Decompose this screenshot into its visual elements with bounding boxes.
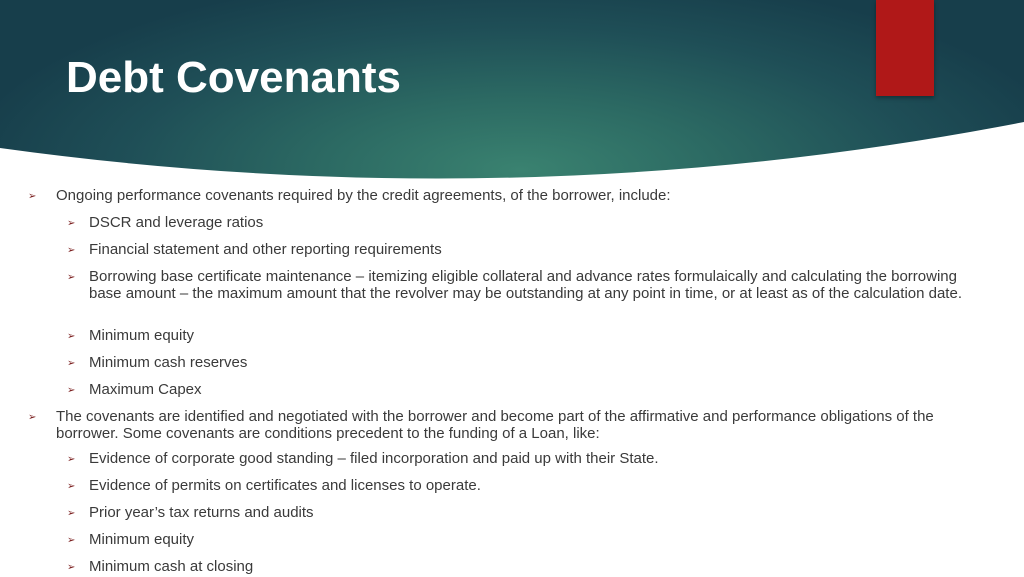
slide-title: Debt Covenants — [66, 53, 401, 102]
arrowhead-bullet-icon: ➢ — [67, 454, 76, 465]
arrowhead-bullet-icon: ➢ — [67, 331, 76, 342]
arrowhead-bullet-icon: ➢ — [67, 535, 76, 546]
arrowhead-bullet-icon: ➢ — [28, 191, 37, 202]
sub-bullet-item: ➢ Borrowing base certificate maintenance – itemizing eligible collateral and advance rates formulaically and calculating the borrowing base amount – the maximum amount that the revolver may be outstanding at any point in time, or at least as of the calculation date. — [67, 268, 962, 302]
arrowhead-bullet-icon: ➢ — [67, 358, 76, 369]
bullet-item: ➢ The covenants are identified and negotiated with the borrower and become part of the affirmative and performance obligations of the borrower. Some covenants are conditions precedent to the funding of a Loan, like: — [28, 408, 934, 442]
sub-bullet-item: ➢ DSCR and leverage ratios — [67, 214, 264, 231]
arrowhead-bullet-icon: ➢ — [67, 481, 76, 492]
arrowhead-bullet-icon: ➢ — [67, 508, 76, 519]
sub-bullet-item: ➢ Financial statement and other reporting requirements — [67, 241, 442, 258]
arrowhead-bullet-icon: ➢ — [67, 562, 76, 573]
sub-bullet-item: ➢ Evidence of corporate good standing – filed incorporation and paid up with their State. — [67, 450, 659, 467]
sub-bullet-item: ➢ Minimum cash reserves — [67, 354, 248, 371]
arrowhead-bullet-icon: ➢ — [28, 412, 37, 423]
arrowhead-bullet-icon: ➢ — [67, 245, 76, 256]
arrowhead-bullet-icon: ➢ — [67, 218, 76, 229]
arrowhead-bullet-icon: ➢ — [67, 385, 76, 396]
sub-bullet-item: ➢ Evidence of permits on certificates and licenses to operate. — [67, 477, 481, 494]
sub-bullet-item: ➢ Minimum equity — [67, 531, 195, 548]
bullet-item: ➢ Ongoing performance covenants required by the credit agreements, of the borrower, include: — [28, 187, 671, 204]
sub-bullet-item: ➢ Minimum cash at closing — [67, 558, 254, 575]
arrowhead-bullet-icon: ➢ — [67, 272, 76, 283]
sub-bullet-item: ➢ Prior year’s tax returns and audits — [67, 504, 314, 521]
sub-bullet-item: ➢ Minimum equity — [67, 327, 195, 344]
sub-bullet-item: ➢ Maximum Capex — [67, 381, 202, 398]
